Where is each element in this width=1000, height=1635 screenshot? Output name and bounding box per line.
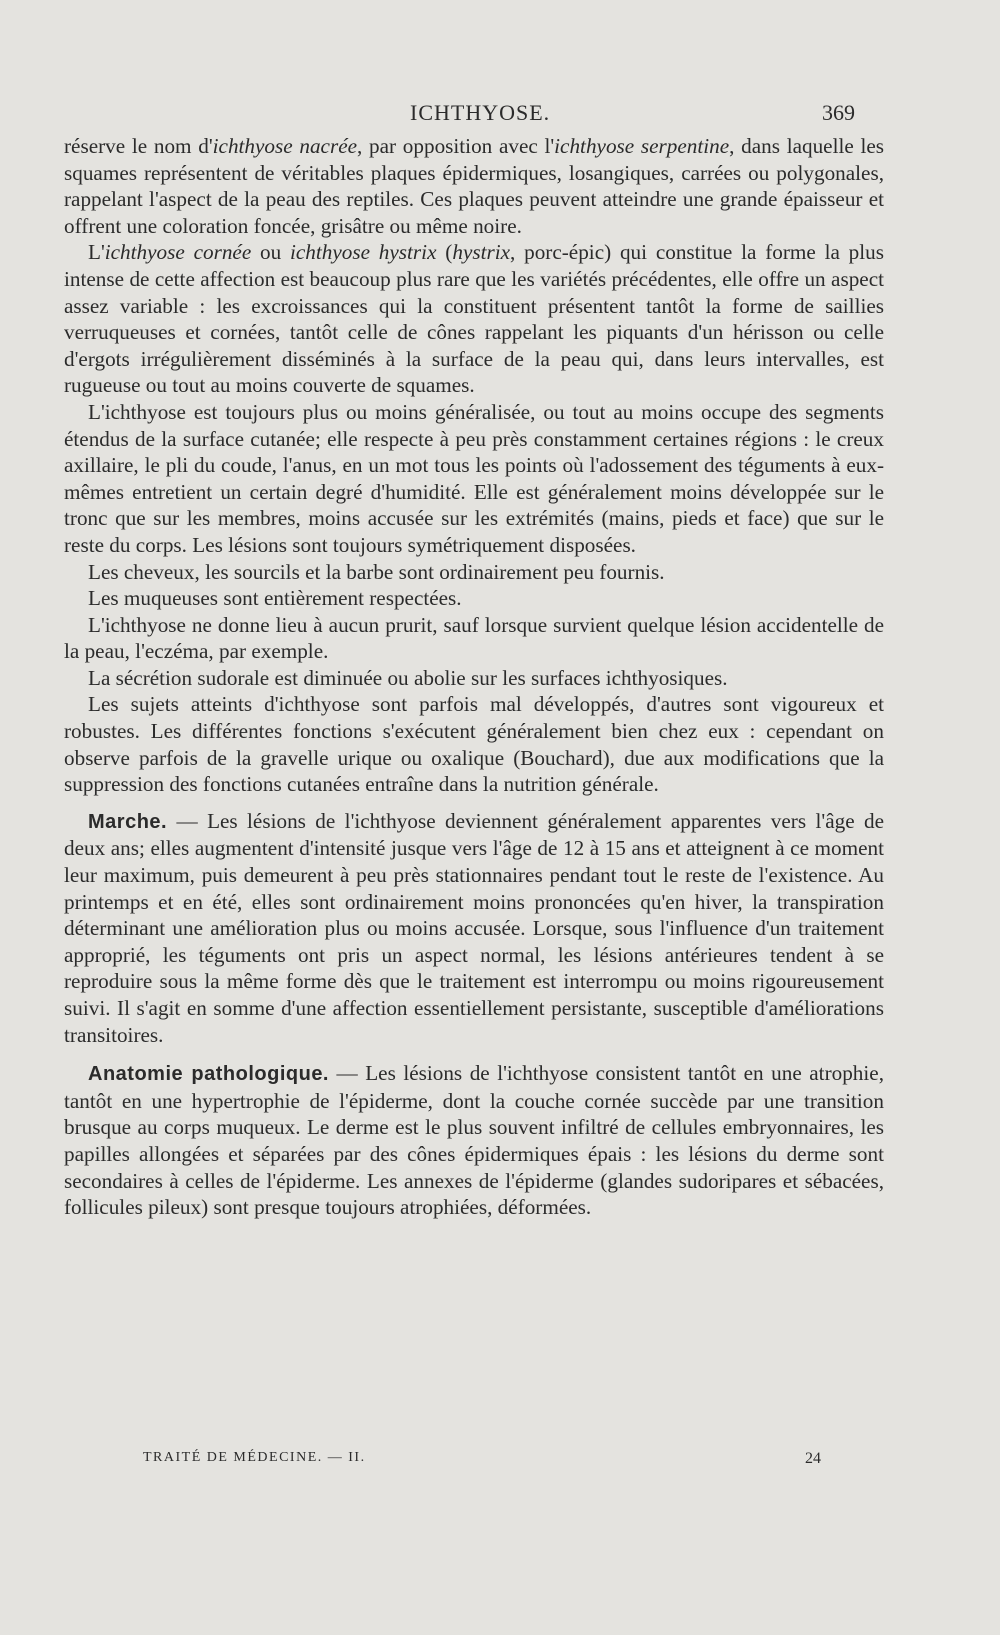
italic-term: ichthyose cornée [104,240,252,265]
running-head [0,100,1000,130]
text-run: ( [436,240,453,265]
section-text-anatomie: — Les lésions de l'ichthyose consistent tantôt en une atrophie, tantôt en une hypertrophie de l'épiderme, dont la couche cornée succède par une transition brusque au corps muqueux. Le derme est le plus souvent infiltré de cellules embryonnaires, les papilles allongées et séparées par des cônes épidermiques épais : les lésions du derme sont secondaires à celles de l'épiderme. Les annexes de l'épiderme (glandes sudoripares et sébacées, follicules pileux) sont presque toujours atrophiées, déformées. [64,1061,884,1220]
italic-term: ichthyose nacrée [212,134,358,158]
text-run: réserve le nom d' [64,134,213,158]
paragraph-ichthyose-cornee [64,239,884,399]
page-number: 369 [822,100,855,125]
section-title-marche: Marche. [88,810,168,833]
paragraph-cheveux: Les cheveux, les sourcils et la barbe sont ordinairement peu fournis. [88,559,665,584]
body-text [64,133,884,1221]
paragraph-muqueuses: Les muqueuses sont entièrement respectées. [88,586,462,611]
text-run: , porc-épic) qui constitue la forme la plus intense de cette affection est beaucoup plus rare que les variétés précédentes, elle offre un aspect assez variable : les excroissances qui la constituent présentent tantôt la forme de saillies verruqueuses et cornées, tantôt celle de cônes rappelant les piquants d'un hérisson ou celle d'ergots irrégulièrement disséminés à la surface de la peau qui, dans leurs intervalles, est rugueuse ou tout au moins couverte de squames. [64,240,884,398]
paragraph-sujets: Les sujets atteints d'ichthyose sont parfois mal développés, d'autres sont vigoureux et robustes. Les différentes fonctions s'exécutent généralement bien chez eux : cependant on observe parfois de la gravelle urique ou oxalique (Bouchard), due aux modifications que la suppression des fonctions cutanées entraîne dans la nutrition générale. [64,692,884,797]
footer-book-title: TRAITÉ DE MÉDECINE. — II. [143,1450,366,1465]
running-title: ICHTHYOSE. [410,100,551,125]
section-anatomie [64,1060,884,1221]
section-marche [64,808,884,1048]
italic-term: ichthyose serpentine [554,134,730,158]
paragraph-prurit: L'ichthyose ne donne lieu à aucun prurit, sauf lorsque survient quelque lésion accidentelle de la peau, l'eczéma, par exemple. [64,612,884,664]
text-run: , dans laquelle les squames représentent de véritables plaques épidermiques, losangiques, carrées ou polygonales, rappelant l'aspect de la peau des reptiles. Ces plaques peuvent atteindre une grande épaisseur et offrent une coloration foncée, grisâtre ou même noire. [64,134,884,238]
page-footer [0,1450,1000,1474]
paragraph-ichthyose-nacree [64,133,884,239]
italic-term: hystrix [452,240,511,265]
text-run: ou [251,240,290,265]
text-run: , par opposition avec l' [357,134,555,158]
section-text-marche: — Les lésions de l'ichthyose deviennent généralement apparentes vers l'âge de deux ans; elles augmentent d'intensité jusque vers l'âge de 12 à 15 ans et atteignent à ce moment leur maximum, puis demeurent à peu près stationnaires pendant tout le reste de l'existence. Au printemps et en été, elles sont ordinairement moins prononcées qu'en hiver, la transpiration déterminant une amélioration plus ou moins accusée. Lorsque, sous l'influence d'un traitement approprié, les téguments ont pris un aspect normal, les lésions antérieures tendent à se reproduire sous la même forme dès que le traitement est interrompu ou moins rigoureusement suivi. Il s'agit en somme d'une affection essentiellement persistante, susceptible d'améliorations transitoires. [64,808,884,1047]
paragraph-distribution: L'ichthyose est toujours plus ou moins généralisée, ou tout au moins occupe des segments étendus de la surface cutanée; elle respecte à peu près constamment certaines régions : le creux axillaire, le pli du coude, l'anus, en un mot tous les points où l'adossement des téguments à eux-mêmes entretient un certain degré d'humidité. Elle est généralement moins développée sur le tronc que sur les membres, moins accusée sur les extrémités (mains, pieds et face) que sur le reste du corps. Les lésions sont toujours symétriquement disposées. [64,399,884,557]
section-title-anatomie: Anatomie pathologique. [88,1063,329,1086]
italic-term: ichthyose hystrix [290,240,437,265]
text-run: L' [88,240,105,265]
signature-mark: 24 [805,1450,821,1467]
paragraph-secretion: La sécrétion sudorale est diminuée ou abolie sur les surfaces ichthyosiques. [88,665,728,690]
